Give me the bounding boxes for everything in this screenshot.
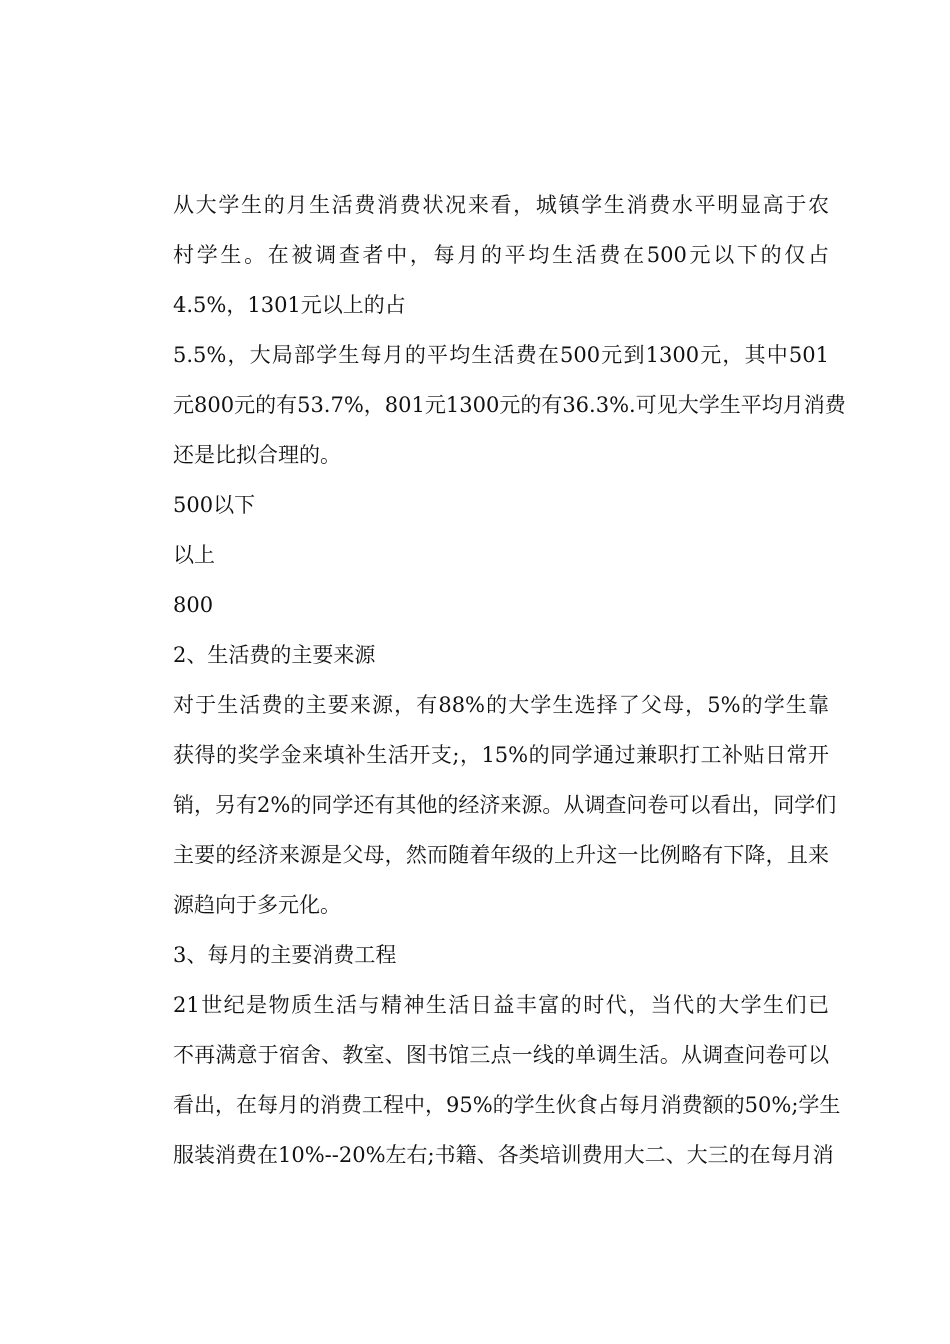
paragraph-2-line-3: 还是比拟合理的。	[173, 443, 341, 467]
paragraph-3-line-2: 获得的奖学金来填补生活开支;，15%的同学通过兼职打工补贴日常开	[173, 743, 829, 767]
paragraph-2-line-1: 5.5%，大局部学生每月的平均生活费在500元到1300元，其中501	[173, 343, 829, 367]
paragraph-4-line-2: 不再满意于宿舍、教室、图书馆三点一线的单调生活。从调查问卷可以	[173, 1043, 829, 1067]
paragraph-4-line-1: 21世纪是物质生活与精神生活日益丰富的时代，当代的大学生们已	[173, 993, 829, 1017]
paragraph-3-line-1: 对于生活费的主要来源，有88%的大学生选择了父母，5%的学生靠	[173, 693, 829, 717]
paragraph-3-line-4: 主要的经济来源是父母，然而随着年级的上升这一比例略有下降，且来	[173, 843, 829, 867]
fragment-above: 以上	[173, 543, 215, 567]
paragraph-3-line-5: 源趋向于多元化。	[173, 893, 341, 917]
paragraph-2-line-2: 元800元的有53.7%，801元1300元的有36.3%.可见大学生平均月消费	[173, 393, 846, 417]
paragraph-1-line-2: 村学生。在被调查者中，每月的平均生活费在500元以下的仅占	[173, 243, 829, 267]
section-heading-3: 3、每月的主要消费工程	[173, 943, 397, 967]
paragraph-1-line-3: 4.5%，1301元以上的占	[173, 293, 406, 317]
fragment-500-below: 500以下	[173, 493, 256, 517]
fragment-800: 800	[173, 593, 214, 617]
paragraph-1-line-1: 从大学生的月生活费消费状况来看，城镇学生消费水平明显高于农	[173, 193, 829, 217]
paragraph-4-line-4: 服装消费在10%--20%左右;书籍、各类培训费用大二、大三的在每月消	[173, 1143, 834, 1167]
section-heading-2: 2、生活费的主要来源	[173, 643, 376, 667]
paragraph-3-line-3: 销，另有2%的同学还有其他的经济来源。从调查问卷可以看出，同学们	[173, 793, 837, 817]
paragraph-4-line-3: 看出，在每月的消费工程中，95%的学生伙食占每月消费额的50%;学生	[173, 1093, 841, 1117]
